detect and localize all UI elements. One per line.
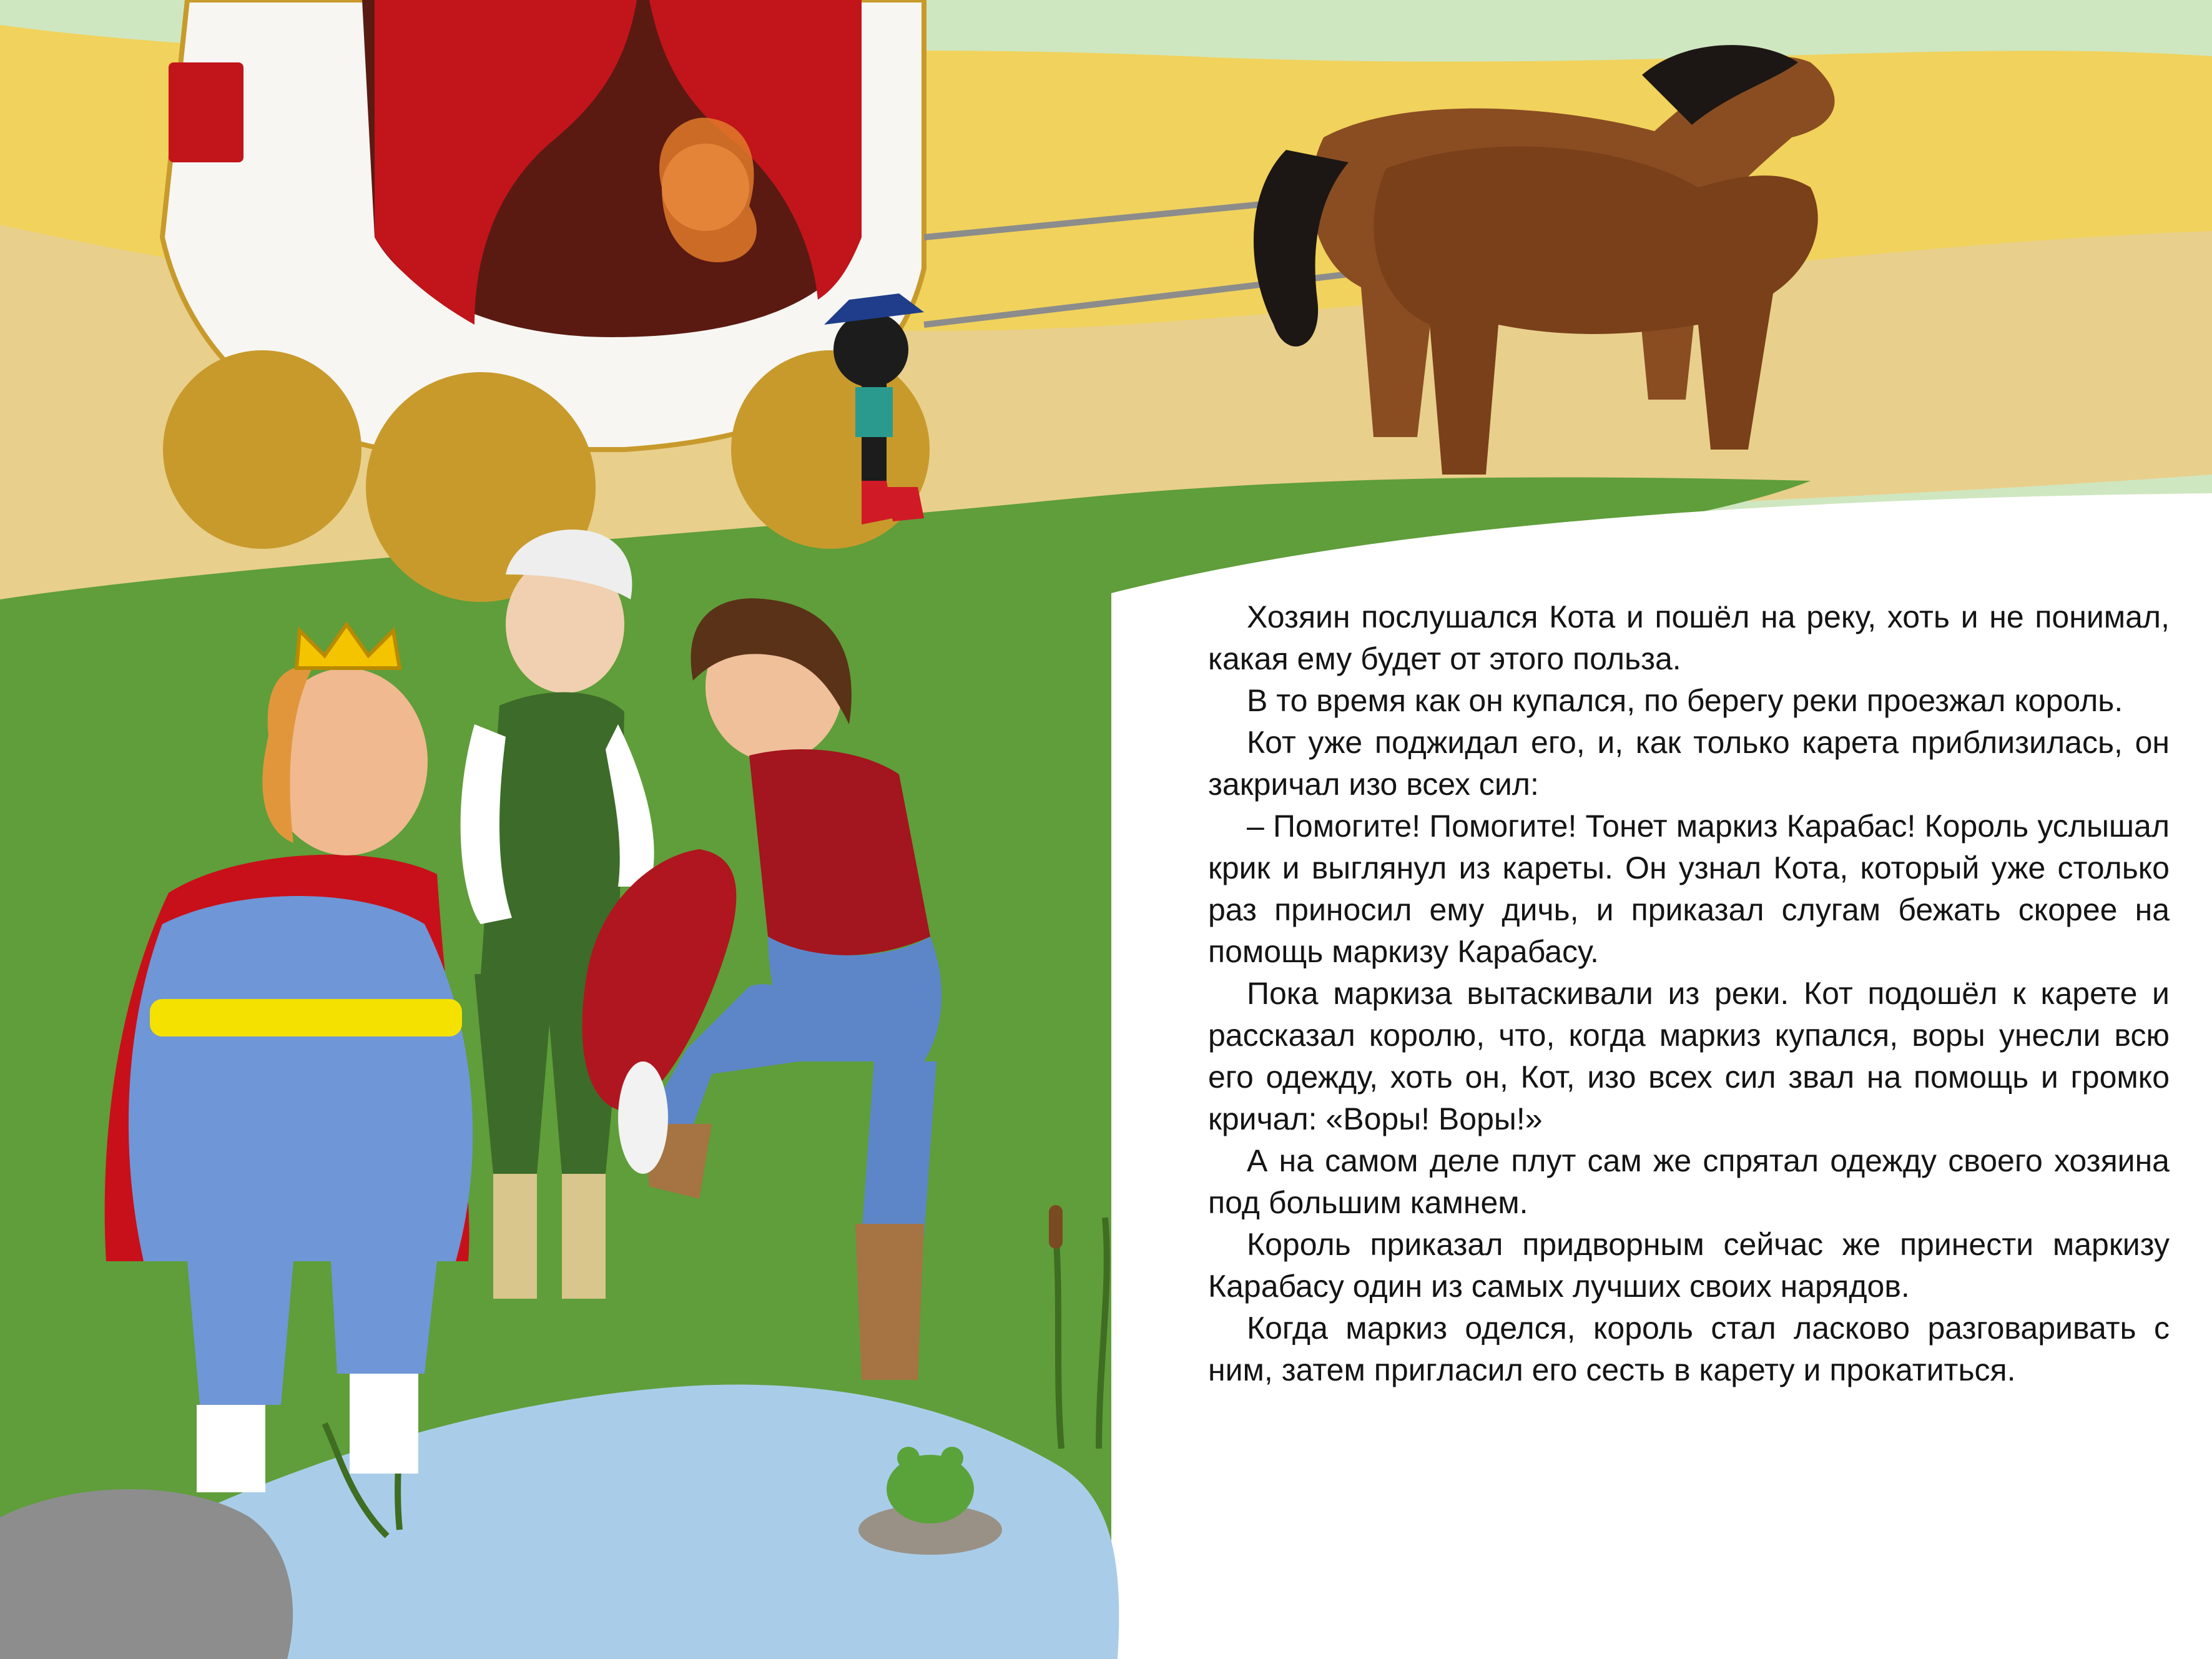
story-paragraph: Король приказал придворным сейчас же принести маркизу Карабасу один из самых лучших своих нарядов. <box>1208 1227 2170 1304</box>
story-paragraph: Кот уже поджидал его, и, как только карета приблизилась, он закричал изо всех сил: <box>1208 725 2170 802</box>
story-text <box>1208 596 2170 1391</box>
story-paragraph: В то время как он купался, по берегу реки проезжал король. <box>1247 683 2123 718</box>
king-belt <box>150 999 462 1036</box>
story-paragraph: А на самом деле плут сам же спрятал одежду своего хозяина под большим камнем. <box>1208 1143 2170 1220</box>
story-paragraph: Когда маркиз оделся, король стал ласково разговаривать с ним, затем пригласил его сесть в карету и прокатиться. <box>1208 1311 2170 1387</box>
carriage-side-panel <box>169 62 243 162</box>
story-paragraph: Хозяин послушался Кота и пошёл на реку, хоть и не понимал, какая ему будет от этого польза. <box>1208 599 2170 676</box>
story-paragraph: – Помогите! Помогите! Тонет маркиз Карабас! Король услышал крик и выглянул из кареты. Он узнал Кота, который уже столько раз приносил ему дичь, и приказал слугам бежать скорее на помощь маркизу Карабасу. <box>1208 809 2170 969</box>
king-coat <box>129 896 473 1261</box>
story-paragraph: Пока маркиза вытаскивали из реки. Кот подошёл к карете и рассказал королю, что, когда маркиз купался, воры унесли всю его одежду, хоть он, Кот, изо всех сил звал на помощь и громко кричал: «Воры! Воры!» <box>1208 976 2170 1136</box>
carriage <box>162 0 924 596</box>
